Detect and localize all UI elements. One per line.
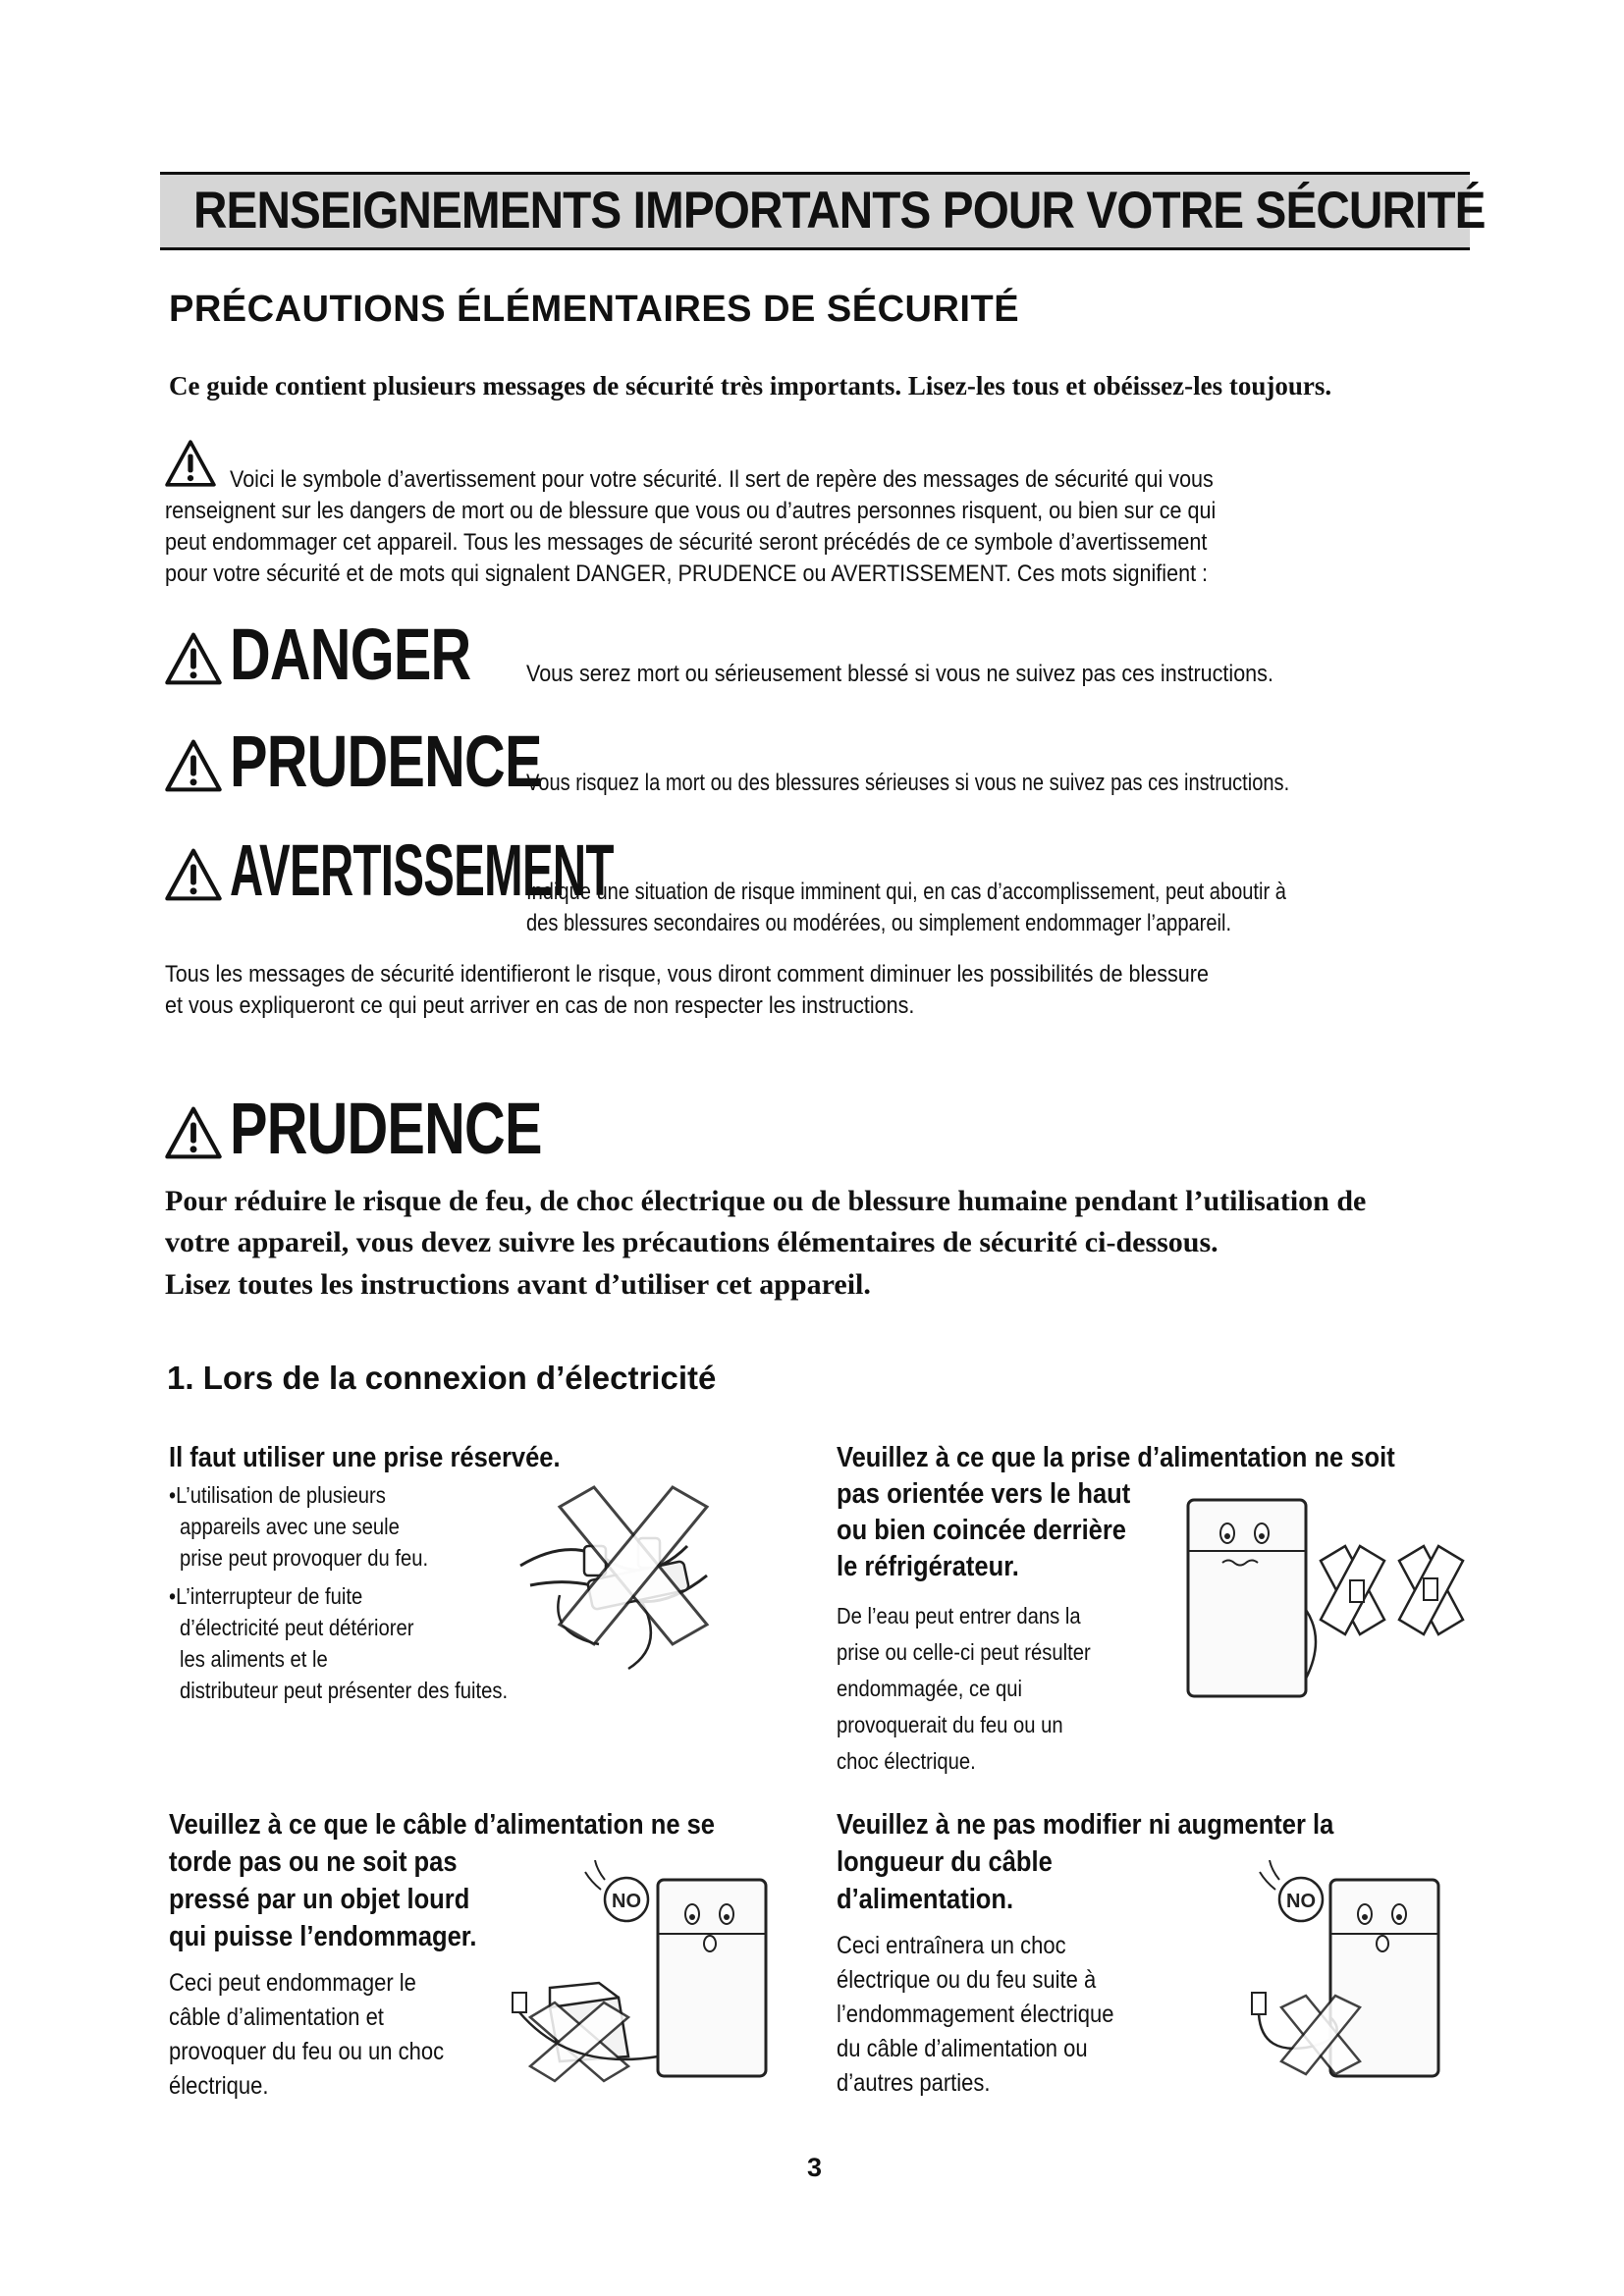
warning-triangle-icon xyxy=(165,439,216,488)
summary-line1: Tous les messages de sécurité identifieront le risque, vous diront comment diminuer les possibilités de blessure xyxy=(165,961,1209,988)
no-sign-label: NO xyxy=(1286,1891,1316,1912)
summary-line2: et vous expliqueront ce qui peut arriver en cas de non respecter les instructions. xyxy=(165,992,915,1019)
item-b-desc-line2: prise ou celle-ci peut résulter xyxy=(837,1639,1091,1665)
item-a-bullet1-line3: prise peut provoquer du feu. xyxy=(180,1545,429,1571)
symbol-paragraph-line3: peut endommager cet appareil. Tous les messages de sécurité seront précédés de ce symbole d’avertissement xyxy=(165,529,1208,556)
section-title: PRÉCAUTIONS ÉLÉMENTAIRES DE SÉCURITÉ xyxy=(169,289,1020,330)
item-c-desc-line1: Ceci peut endommager le xyxy=(169,1969,416,1997)
symbol-paragraph-line4: pour votre sécurité et de mots qui signalent DANGER, PRUDENCE ou AVERTISSEMENT. Ces mots signifient : xyxy=(165,561,1209,587)
caution-line3: Lisez toutes les instructions avant d’utiliser cet appareil. xyxy=(165,1268,871,1301)
item-a-bullet1-line1: •L’utilisation de plusieurs xyxy=(169,1482,386,1508)
item-c-desc-line3: provoquer du feu ou un choc xyxy=(169,2038,445,2065)
item-a-bullet1-line2: appareils avec une seule xyxy=(180,1514,400,1539)
item-b-desc-line1: De l’eau peut entrer dans la xyxy=(837,1603,1081,1629)
item-a-bullet2-line2: d’électricité peut détériorer xyxy=(180,1615,414,1640)
item-c-desc-line4: électrique. xyxy=(169,2072,269,2100)
item-d-title-line2: longueur du câble xyxy=(837,1846,1053,1878)
avertissement-description-line2: des blessures secondaires ou modérées, ou simplement endommager l’appareil. xyxy=(526,910,1232,936)
item-b-desc-line3: endommagée, ce qui xyxy=(837,1676,1023,1701)
item-c-title-line2: torde pas ou ne soit pas xyxy=(169,1846,458,1878)
avertissement-description-line1: Indique une situation de risque imminent qui, en cas d’accomplissement, peut aboutir à xyxy=(526,879,1286,905)
avertissement-warning-icon xyxy=(165,847,222,902)
item-d-title-line3: d’alimentation. xyxy=(837,1884,1014,1915)
item-a-bullet2-line3: les aliments et le xyxy=(180,1646,328,1672)
item-a-title: Il faut utiliser une prise réservée. xyxy=(169,1442,561,1473)
page-number: 3 xyxy=(807,2153,823,2182)
no-sign-label: NO xyxy=(612,1891,641,1912)
caution-label: PRUDENCE xyxy=(230,1088,542,1169)
item-b-title-line3: ou bien coincée derrière xyxy=(837,1515,1127,1546)
item-d-desc-line2: électrique ou du feu suite à xyxy=(837,1966,1097,1994)
danger-description: Vous serez mort ou sérieusement blessé si vous ne suivez pas ces instructions. xyxy=(526,661,1273,687)
item-c-title-line1: Veuillez à ce que le câble d’alimentation ne se xyxy=(169,1809,715,1841)
item-d-title-line1: Veuillez à ne pas modifier ni augmenter la xyxy=(837,1809,1334,1841)
prudence-description: Vous risquez la mort ou des blessures sérieuses si vous ne suivez pas ces instructions. xyxy=(526,770,1290,796)
fridge-plug-illustration xyxy=(1173,1492,1468,1703)
symbol-paragraph-line2: renseignent sur les dangers de mort ou de blessure que vous ou d’autres personnes risquent, ou bien sur ce qui xyxy=(165,498,1217,524)
item-c-title-line4: qui puisse l’endommager. xyxy=(169,1921,477,1952)
item-d-desc-line3: l’endommagement électrique xyxy=(837,2001,1114,2028)
item-b-desc-line4: provoquerait du feu ou un xyxy=(837,1712,1063,1737)
prudence-label: PRUDENCE xyxy=(230,721,542,802)
item-c-title-line3: pressé par un objet lourd xyxy=(169,1884,470,1915)
avertissement-label: AVERTISSEMENT xyxy=(230,829,614,911)
item-a-bullet2-line4: distributeur peut présenter des fuites. xyxy=(180,1678,509,1703)
item-b-title-line1: Veuillez à ce que la prise d’alimentation ne soit xyxy=(837,1442,1395,1473)
power-strip-illustration xyxy=(501,1477,746,1674)
pressed-cable-illustration xyxy=(511,1860,776,2086)
item-b-desc-line5: choc électrique. xyxy=(837,1748,976,1774)
page-banner xyxy=(160,172,1486,250)
item-a-bullet2-line1: •L’interrupteur de fuite xyxy=(169,1583,363,1609)
caution-line1: Pour réduire le risque de feu, de choc électrique ou de blessure humaine pendant l’utilisation de xyxy=(165,1185,1367,1217)
extension-cable-illustration xyxy=(1222,1860,1468,2086)
caution-line2: votre appareil, vous devez suivre les précautions élémentaires de sécurité ci-dessous. xyxy=(165,1226,1218,1258)
danger-warning-icon xyxy=(165,631,222,686)
subsection-title: 1. Lors de la connexion d’électricité xyxy=(167,1360,717,1396)
intro-text: Ce guide contient plusieurs messages de sécurité très importants. Lisez-les tous et obéissez-les toujours. xyxy=(169,371,1332,400)
danger-label: DANGER xyxy=(230,614,471,695)
item-d-desc-line5: d’autres parties. xyxy=(837,2069,991,2097)
symbol-paragraph-line1: Voici le symbole d’avertissement pour votre sécurité. Il sert de repère des messages de sécurité qui vous xyxy=(230,466,1214,493)
item-d-desc-line4: du câble d’alimentation ou xyxy=(837,2035,1088,2062)
caution-warning-icon xyxy=(165,1105,222,1160)
item-b-title-line2: pas orientée vers le haut xyxy=(837,1478,1131,1510)
prudence-warning-icon xyxy=(165,738,222,793)
item-c-desc-line2: câble d’alimentation et xyxy=(169,2003,384,2031)
item-b-title-line4: le réfrigérateur. xyxy=(837,1551,1019,1582)
banner-title: RENSEIGNEMENTS IMPORTANTS POUR VOTRE SÉCURITÉ xyxy=(193,182,1486,240)
item-d-desc-line1: Ceci entraînera un choc xyxy=(837,1932,1066,1959)
